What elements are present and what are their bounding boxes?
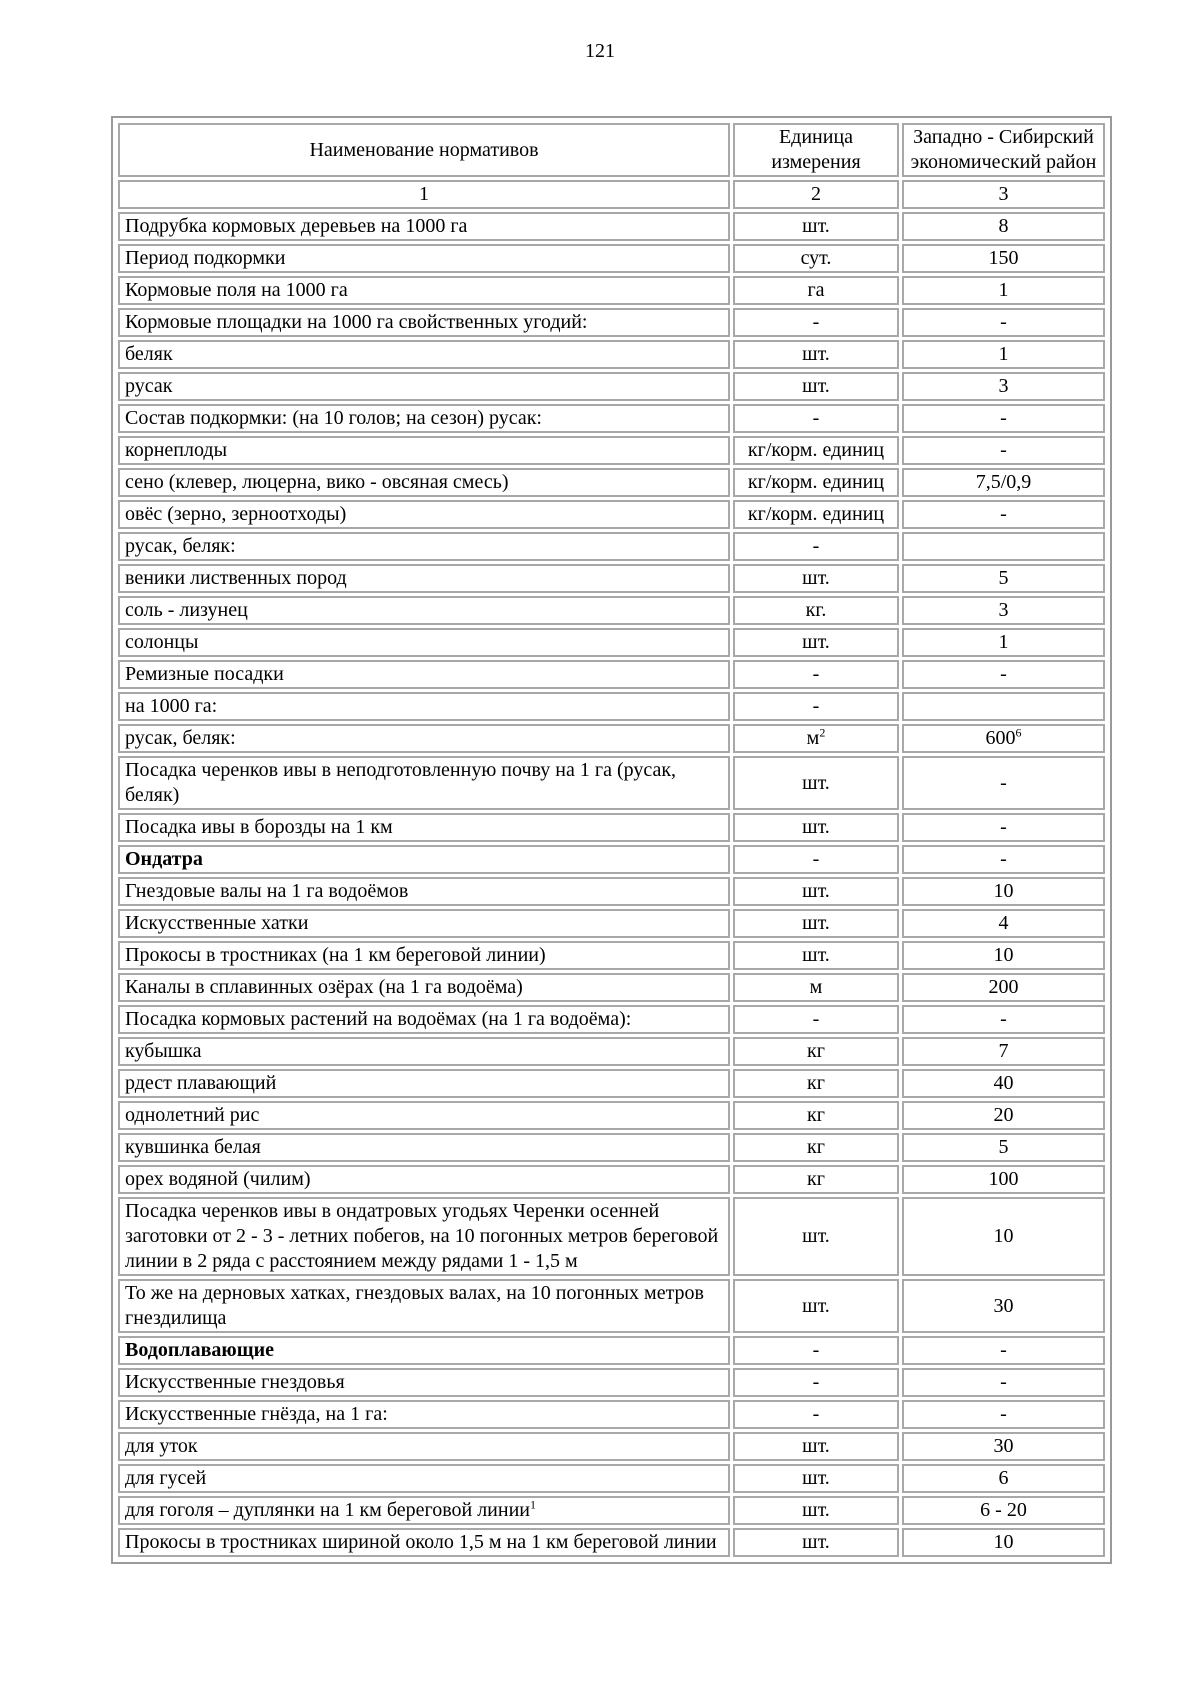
row-value-cell (902, 692, 1105, 721)
table-row (118, 1336, 1105, 1365)
header-row (118, 123, 1105, 177)
row-unit-cell: шт. (733, 1496, 899, 1525)
row-name-cell: То же на дерновых хатках, гнездовых валах, на 10 погонных метров гнездилища (118, 1279, 730, 1333)
row-name-cell: беляк (118, 340, 730, 369)
row-name-cell: сено (клевер, люцерна, вико - овсяная смесь) (118, 468, 730, 497)
table-row (118, 941, 1105, 970)
row-value-cell: 1 (902, 276, 1105, 305)
superscript: 6 (1015, 725, 1022, 740)
table-row (118, 532, 1105, 561)
row-value-cell: 10 (902, 877, 1105, 906)
row-value-cell: 150 (902, 244, 1105, 273)
row-name-cell: овёс (зерно, зерноотходы) (118, 500, 730, 529)
row-value-cell: 7,5/0,9 (902, 468, 1105, 497)
row-unit-cell: шт. (733, 212, 899, 241)
row-name-cell: Посадка черенков ивы в ондатровых угодьях Черенки осенней заготовки от 2 - 3 - летних побегов, на 10 погонных метров береговой линии в 2 ряда с расстоянием между рядами 1 - 1,5 м (118, 1197, 730, 1276)
row-value-cell: 5 (902, 564, 1105, 593)
row-name-cell: рдест плавающий (118, 1069, 730, 1098)
row-unit-cell: кг/корм. единиц (733, 436, 899, 465)
table-row (118, 877, 1105, 906)
row-name-cell: Искусственные гнездовья (118, 1368, 730, 1397)
table-row (118, 1464, 1105, 1493)
row-unit-cell: шт. (733, 1528, 899, 1557)
table-row (118, 1528, 1105, 1557)
table-row (118, 1005, 1105, 1034)
row-value-cell: 10 (902, 1197, 1105, 1276)
row-value-cell: - (902, 1368, 1105, 1397)
row-value-cell: 6 (902, 1464, 1105, 1493)
row-value-cell: 6 - 20 (902, 1496, 1105, 1525)
row-unit-cell: га (733, 276, 899, 305)
row-name-cell: орех водяной (чилим) (118, 1165, 730, 1194)
row-name-cell: русак, беляк: (118, 532, 730, 561)
table-row (118, 1432, 1105, 1461)
table-row (118, 1496, 1105, 1525)
row-name-cell: Состав подкормки: (на 10 голов; на сезон) русак: (118, 404, 730, 433)
table-row (118, 212, 1105, 241)
row-value-cell: 5 (902, 1133, 1105, 1162)
row-name-cell: Кормовые площадки на 1000 га свойственных угодий: (118, 308, 730, 337)
table-row (118, 909, 1105, 938)
row-value-cell: 8 (902, 212, 1105, 241)
row-unit-cell: кг (733, 1101, 899, 1130)
norms-table (111, 116, 1112, 1564)
row-value-cell: 1 (902, 628, 1105, 657)
row-value-cell: 3 (902, 596, 1105, 625)
row-unit-cell: - (733, 692, 899, 721)
table-row (118, 244, 1105, 273)
row-unit-cell: кг (733, 1165, 899, 1194)
row-unit-cell: - (733, 1005, 899, 1034)
column-number-2: 2 (733, 180, 899, 209)
row-unit-cell: кг (733, 1069, 899, 1098)
row-name-cell: для гусей (118, 1464, 730, 1493)
table-row (118, 596, 1105, 625)
header-region: Западно - Сибирский экономический район (902, 123, 1105, 177)
table-row (118, 1400, 1105, 1429)
column-number-row (118, 180, 1105, 209)
row-unit-cell: - (733, 532, 899, 561)
row-unit-cell: шт. (733, 756, 899, 810)
table-row (118, 1101, 1105, 1130)
table-row (118, 660, 1105, 689)
column-number-3: 3 (902, 180, 1105, 209)
row-unit-cell: - (733, 1336, 899, 1365)
table-row (118, 436, 1105, 465)
row-unit-cell: $м^2$ (733, 724, 899, 753)
row-name-cell: солонцы (118, 628, 730, 657)
row-value-cell: 3 (902, 372, 1105, 401)
row-name-cell: Ондатра (118, 845, 730, 874)
table-row (118, 1197, 1105, 1276)
table-row (118, 564, 1105, 593)
row-value-cell: 20 (902, 1101, 1105, 1130)
row-value-cell: - (902, 756, 1105, 810)
table-row (118, 404, 1105, 433)
row-unit-cell: шт. (733, 1279, 899, 1333)
row-value-cell: 4 (902, 909, 1105, 938)
row-unit-cell: шт. (733, 1432, 899, 1461)
row-name-cell: Ремизные посадки (118, 660, 730, 689)
page-number: 121 (585, 40, 615, 62)
row-name-cell: Посадка ивы в борозды на 1 км (118, 813, 730, 842)
row-unit-cell: - (733, 308, 899, 337)
table-row (118, 1368, 1105, 1397)
row-unit-cell: кг. (733, 596, 899, 625)
row-name-cell: Каналы в сплавинных озёрах (на 1 га водоёма) (118, 973, 730, 1002)
row-unit-cell: - (733, 1400, 899, 1429)
row-value-cell: - (902, 1005, 1105, 1034)
table-row (118, 756, 1105, 810)
row-name-cell: однолетний рис (118, 1101, 730, 1130)
row-name-cell: Посадка кормовых растений на водоёмах (на 1 га водоёма): (118, 1005, 730, 1034)
row-unit-cell: шт. (733, 909, 899, 938)
row-unit-cell: шт. (733, 564, 899, 593)
row-name-cell: соль - лизунец (118, 596, 730, 625)
row-unit-cell: шт. (733, 941, 899, 970)
row-name-cell: Водоплавающие (118, 1336, 730, 1365)
row-unit-cell: шт. (733, 877, 899, 906)
row-name-cell: кубышка (118, 1037, 730, 1066)
row-value-cell: 100 (902, 1165, 1105, 1194)
row-name-cell: для уток (118, 1432, 730, 1461)
row-value-cell: - (902, 813, 1105, 842)
superscript: 1 (530, 1497, 536, 1512)
table-row (118, 724, 1105, 753)
row-value-cell: $600^6$ (902, 724, 1105, 753)
table-row (118, 308, 1105, 337)
header-name: Наименование нормативов (118, 123, 730, 177)
row-unit-cell: шт. (733, 1464, 899, 1493)
table-row (118, 340, 1105, 369)
row-unit-cell: шт. (733, 372, 899, 401)
row-value-cell: 10 (902, 941, 1105, 970)
row-name-cell: русак (118, 372, 730, 401)
row-name-cell: Кормовые поля на 1000 га (118, 276, 730, 305)
table-row (118, 1279, 1105, 1333)
row-unit-cell: - (733, 1368, 899, 1397)
row-unit-cell: - (733, 845, 899, 874)
row-name-cell: Подрубка кормовых деревьев на 1000 га (118, 212, 730, 241)
row-value-cell: 30 (902, 1279, 1105, 1333)
table-row (118, 500, 1105, 529)
row-value-cell: - (902, 1400, 1105, 1429)
row-unit-cell: кг/корм. единиц (733, 500, 899, 529)
table-row (118, 1037, 1105, 1066)
row-value-cell: 7 (902, 1037, 1105, 1066)
superscript: 2 (819, 725, 826, 740)
table-row (118, 468, 1105, 497)
row-name-cell: Прокосы в тростниках шириной около 1,5 м на 1 км береговой линии (118, 1528, 730, 1557)
row-unit-cell: кг/корм. единиц (733, 468, 899, 497)
table-row (118, 692, 1105, 721)
row-name-cell: Гнездовые валы на 1 га водоёмов (118, 877, 730, 906)
row-unit-cell: м (733, 973, 899, 1002)
table-row (118, 813, 1105, 842)
header-unit: Единица измерения (733, 123, 899, 177)
row-name-cell: кувшинка белая (118, 1133, 730, 1162)
table-row (118, 276, 1105, 305)
row-unit-cell: - (733, 660, 899, 689)
row-value-cell: 40 (902, 1069, 1105, 1098)
row-name-cell: на 1000 га: (118, 692, 730, 721)
row-name-cell: Прокосы в тростниках (на 1 км береговой линии) (118, 941, 730, 970)
row-unit-cell: шт. (733, 628, 899, 657)
row-name-cell: русак, беляк: (118, 724, 730, 753)
row-name-cell: Период подкормки (118, 244, 730, 273)
row-name-cell: корнеплоды (118, 436, 730, 465)
row-value-cell: 10 (902, 1528, 1105, 1557)
row-unit-cell: сут. (733, 244, 899, 273)
column-number-1: 1 (118, 180, 730, 209)
row-unit-cell: шт. (733, 340, 899, 369)
row-unit-cell: - (733, 404, 899, 433)
table-row (118, 973, 1105, 1002)
row-unit-cell: кг (733, 1037, 899, 1066)
row-unit-cell: шт. (733, 813, 899, 842)
row-value-cell: - (902, 1336, 1105, 1365)
row-name-cell: Искусственные гнёзда, на 1 га: (118, 1400, 730, 1429)
table-row (118, 628, 1105, 657)
table-row (118, 845, 1105, 874)
table-row (118, 1133, 1105, 1162)
row-value-cell: - (902, 404, 1105, 433)
row-value-cell: 200 (902, 973, 1105, 1002)
table-row (118, 372, 1105, 401)
table-row (118, 1165, 1105, 1194)
row-name-cell: Посадка черенков ивы в неподготовленную почву на 1 га (русак, беляк) (118, 756, 730, 810)
row-name-cell: веники лиственных пород (118, 564, 730, 593)
table-row (118, 1069, 1105, 1098)
row-value-cell: - (902, 436, 1105, 465)
row-value-cell: - (902, 500, 1105, 529)
row-value-cell: - (902, 660, 1105, 689)
row-value-cell: 30 (902, 1432, 1105, 1461)
row-value-cell: - (902, 845, 1105, 874)
row-unit-cell: кг (733, 1133, 899, 1162)
row-name-cell: для гоголя – дуплянки на 1 км береговой линии$^1$ (118, 1496, 730, 1525)
row-value-cell (902, 532, 1105, 561)
row-name-cell: Искусственные хатки (118, 909, 730, 938)
row-value-cell: - (902, 308, 1105, 337)
row-unit-cell: шт. (733, 1197, 899, 1276)
row-value-cell: 1 (902, 340, 1105, 369)
